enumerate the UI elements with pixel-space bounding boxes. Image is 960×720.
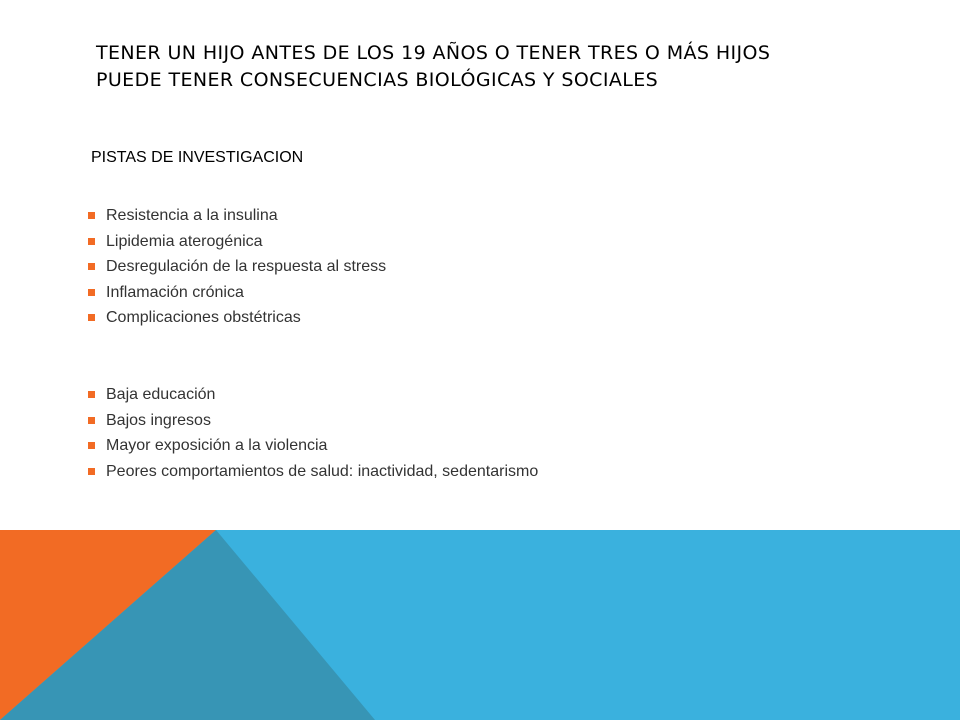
list-item [88, 382, 538, 408]
list-item-text: Lipidemia aterogénica [106, 232, 263, 250]
square-bullet-icon [88, 442, 95, 449]
square-bullet-icon [88, 238, 95, 245]
social-consequences-list [88, 382, 538, 484]
list-item [88, 203, 386, 229]
square-bullet-icon [88, 391, 95, 398]
list-item-text: Resistencia a la insulina [106, 207, 278, 224]
square-bullet-icon [88, 417, 95, 424]
slide-title [96, 40, 916, 94]
slide-title-line-2: PUEDE TENER CONSECUENCIAS BIOLÓGICAS Y SOCIALES [96, 69, 659, 91]
square-bullet-icon [88, 468, 95, 475]
decorative-shapes [0, 530, 960, 720]
list-item [88, 459, 538, 485]
decorative-footer-band [0, 530, 960, 720]
section-subtitle: PISTAS DE INVESTIGACION [91, 149, 304, 166]
list-item-text: Desregulación de la respuesta al stress [106, 258, 387, 275]
list-item-text: Complicaciones obstétricas [106, 309, 301, 326]
list-item [88, 433, 538, 459]
list-item-text: Inflamación crónica [106, 283, 244, 301]
list-item [88, 254, 386, 280]
list-item [88, 408, 538, 434]
list-item-text: Mayor exposición a la violencia [106, 437, 328, 454]
list-item-text: Baja educación [106, 386, 216, 403]
list-item [88, 305, 386, 331]
square-bullet-icon [88, 289, 95, 296]
slide-title-line-1: TENER UN HIJO ANTES DE LOS 19 AÑOS O TENER TRES O MÁS HIJOS [96, 42, 771, 64]
square-bullet-icon [88, 314, 95, 321]
list-item-text: Peores comportamientos de salud: inactividad, sedentarismo [106, 462, 539, 480]
square-bullet-icon [88, 212, 95, 219]
list-item [88, 280, 386, 306]
square-bullet-icon [88, 263, 95, 270]
list-item-text: Bajos ingresos [106, 411, 211, 429]
list-item [88, 229, 386, 255]
biological-consequences-list [88, 203, 386, 331]
